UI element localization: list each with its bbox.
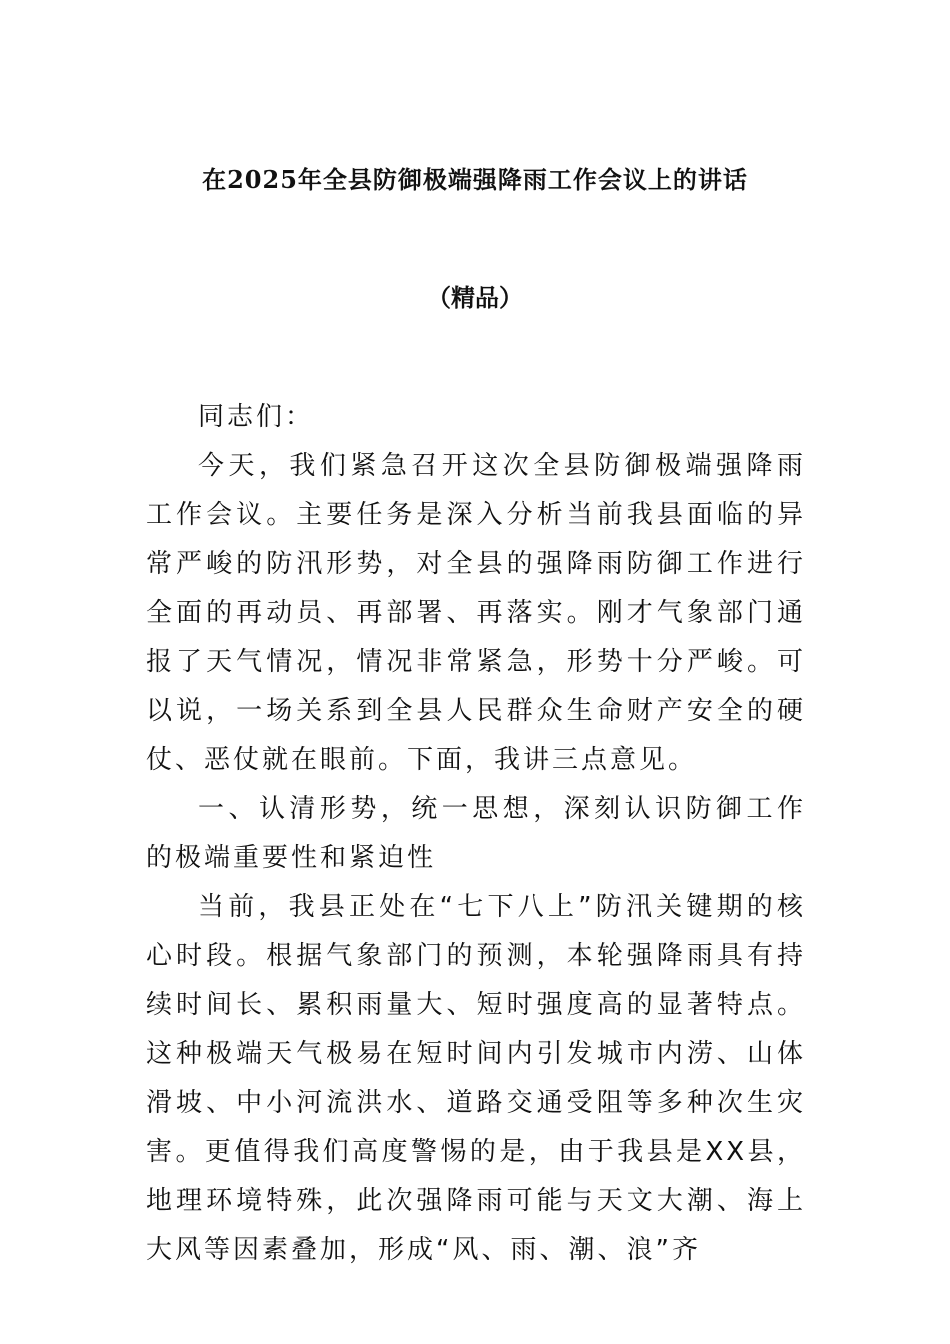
greeting: 同志们： [198,402,315,432]
section-heading-1: 一、认清形势，统一思想，深刻认识防御工作的极端重要性和紧迫性 [146,794,806,873]
document-title: 在2025年全县防御极端强降雨工作会议上的讲话 [202,165,748,194]
document-body [146,393,806,1275]
paragraph-opening: 今天，我们紧急召开这次全县防御极端强降雨工作会议。主要任务是深入分析当前我县面临的异常严峻的防汛形势，对全县的强降雨防御工作进行全面的再动员、再部署、再落实。刚才气象部门通报了天气情况，情况非常紧急，形势十分严峻。可以说，一场关系到全县人民群众生命财产安全的硬仗、恶仗就在眼前。下面，我讲三点意见。 [146,451,806,775]
paragraph-situation: 当前，我县正处在“七下八上”防汛关键期的核心时段。根据气象部门的预测，本轮强降雨具有持续时间长、累积雨量大、短时强度高的显著特点。这种极端天气极易在短时间内引发城市内涝、山体滑坡、中小河流洪水、道路交通受阻等多种次生灾害。更值得我们高度警惕的是，由于我县是XX县，地理环境特殊，此次强降雨可能与天文大潮、海上大风等因素叠加，形成“风、雨、潮、浪”齐 [146,892,806,1265]
document-subtitle: （精品） [427,283,523,312]
